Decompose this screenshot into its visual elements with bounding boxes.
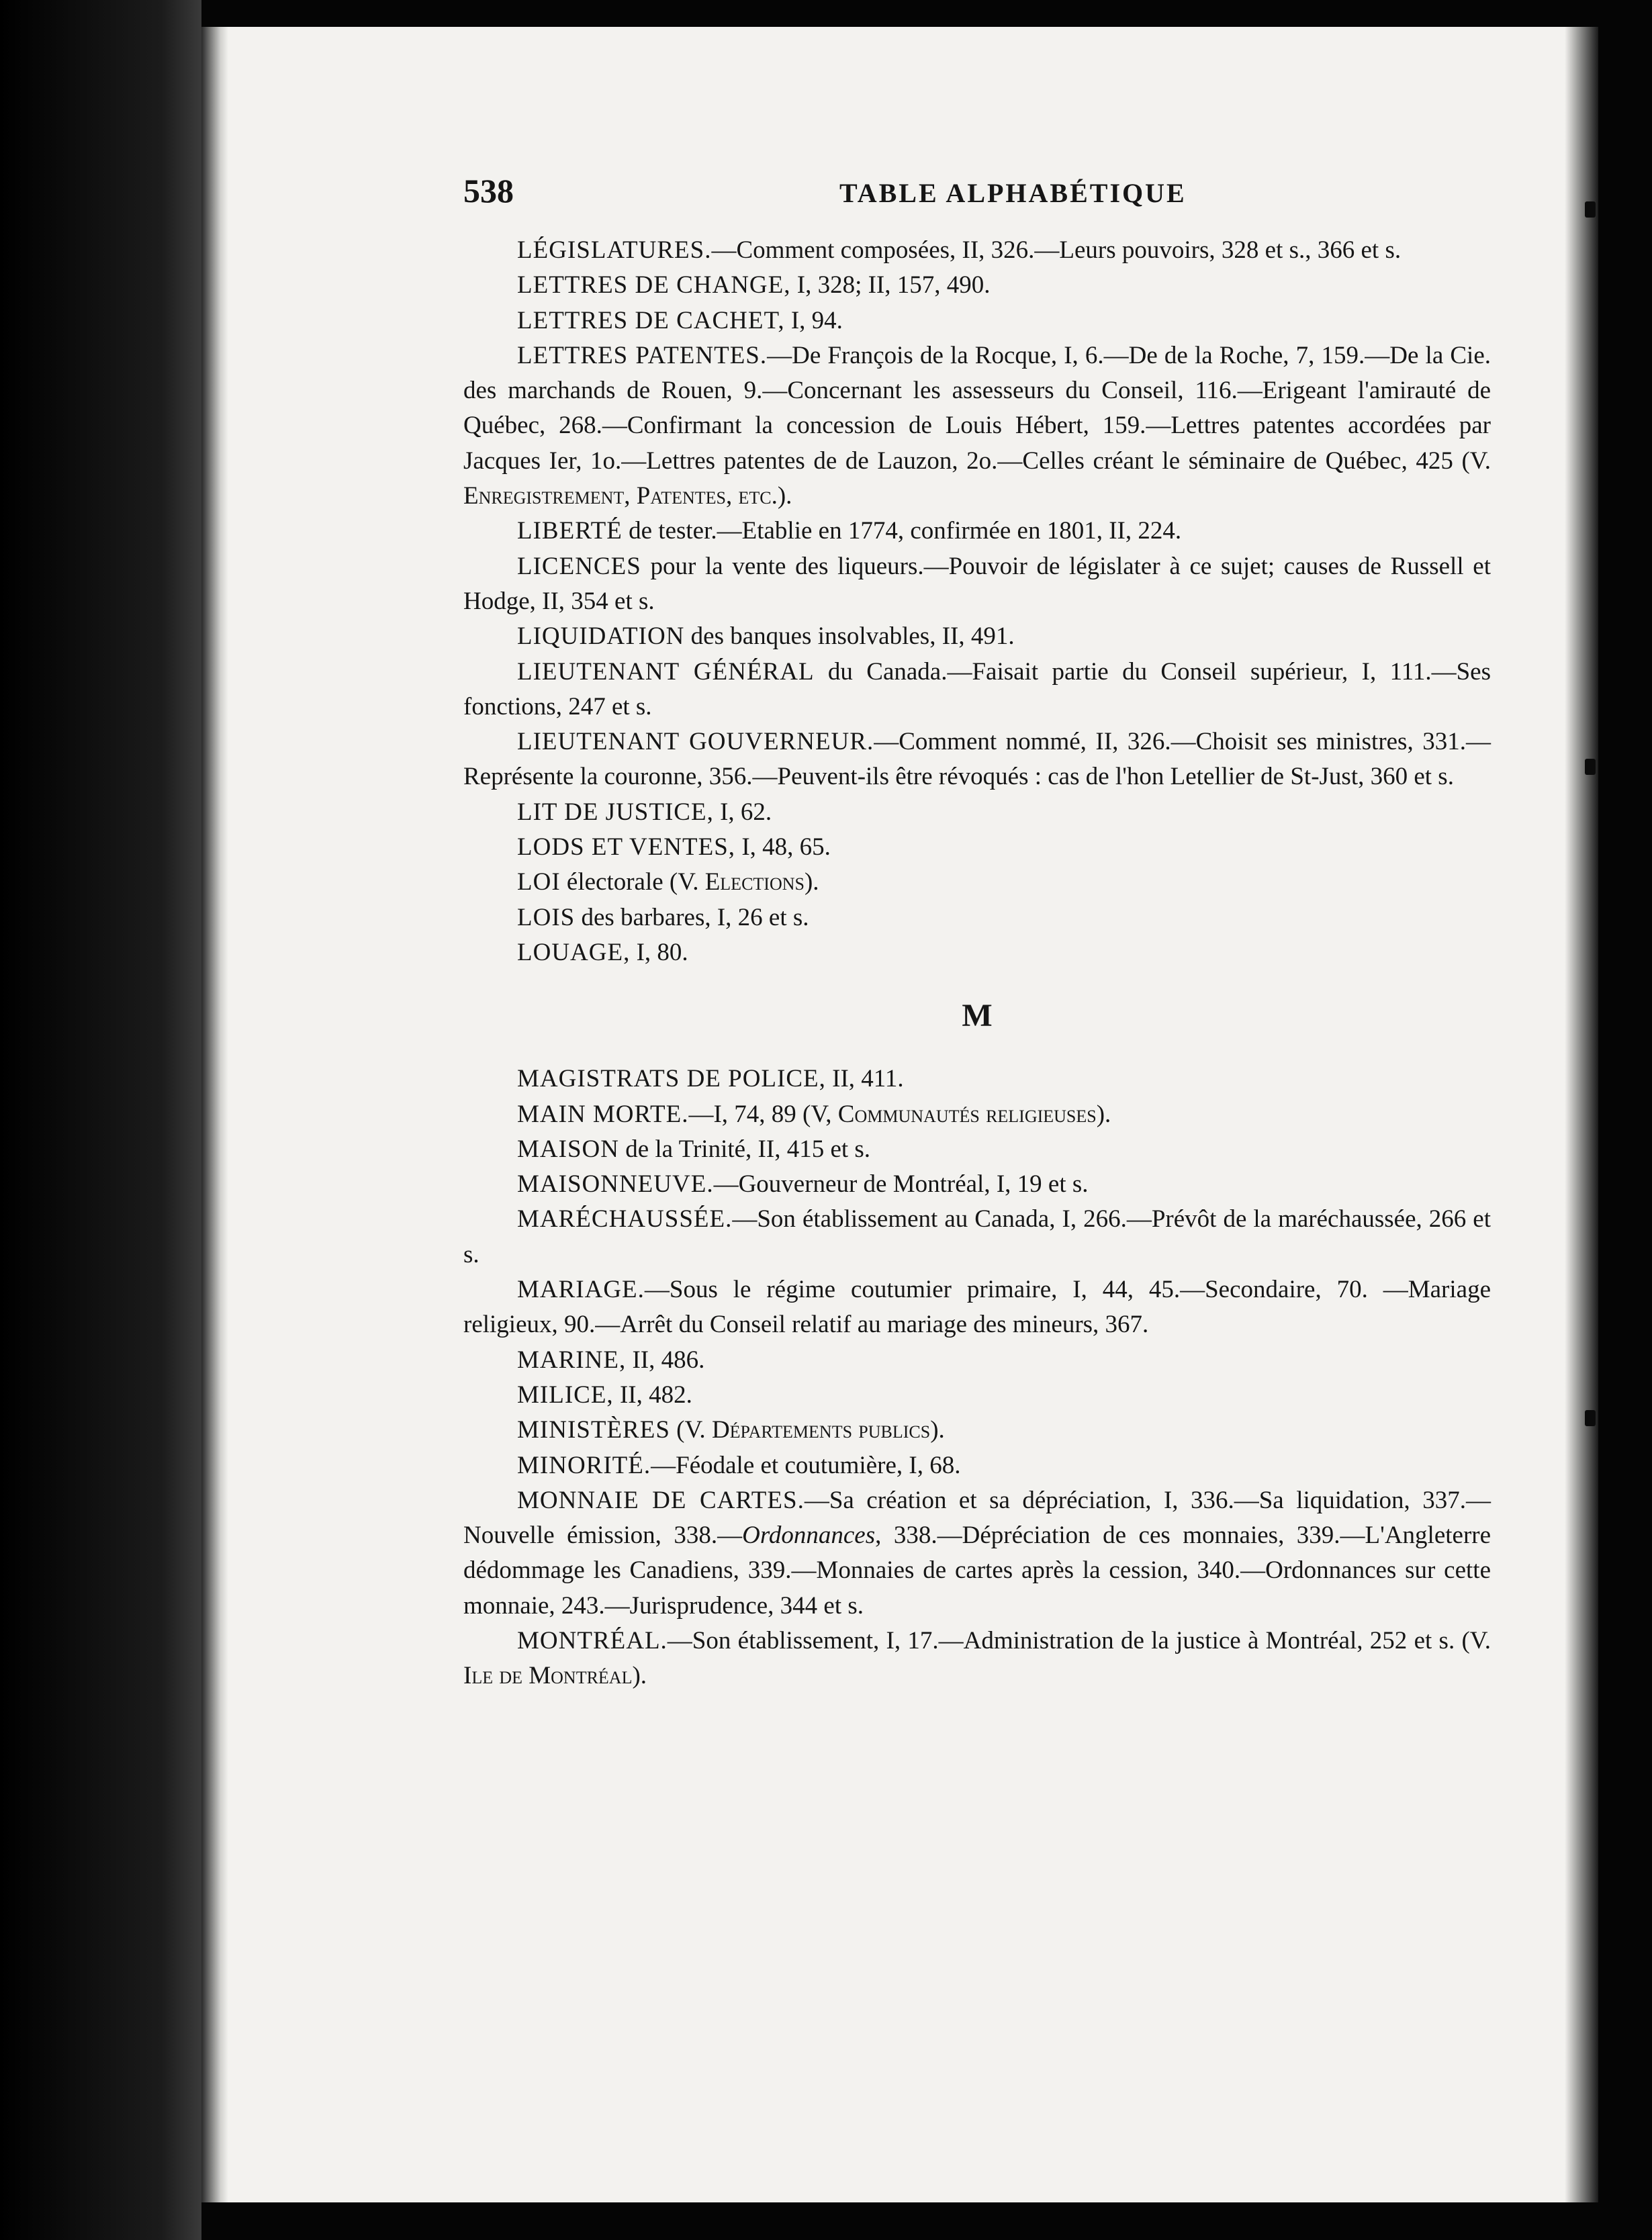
entry-text: I, 62.: [713, 798, 772, 826]
entry-heading: LICENCES: [517, 552, 641, 580]
index-entry: [463, 1167, 1491, 1202]
entry-cross-reference: Enregistrement, Patentes, etc.: [463, 482, 778, 510]
page-gutter-shadow: [201, 27, 228, 2202]
entry-text: pour la vente des liqueurs.—Pouvoir de législater à ce sujet; causes de Russell et Hodge, II, 354 et s.: [463, 552, 1491, 615]
index-entry: [463, 1272, 1491, 1343]
entry-text-end: ).: [1096, 1100, 1111, 1128]
entry-text-end: ).: [777, 482, 792, 510]
entry-heading: MARIAGE.: [517, 1276, 645, 1304]
page-content: [463, 171, 1491, 1694]
index-entry: [463, 233, 1491, 268]
entry-text: de tester.—Etablie en 1774, confirmée en 1801, II, 224.: [622, 517, 1182, 545]
index-entry: [463, 304, 1491, 338]
entry-text: —Comment nommé, II, 326.—Choisit ses ministres, 331.—Représente la couronne, 356.—Peuvent-ils être révoqués : cas de l'hon Letellier de St-Just, 360 et s.: [463, 728, 1491, 791]
entry-cross-reference: Communautés religieuses: [837, 1100, 1097, 1128]
entry-heading: MILICE,: [517, 1381, 614, 1409]
entry-heading: LIEUTENANT GOUVERNEUR.: [517, 728, 874, 756]
index-entry: [463, 1097, 1491, 1132]
entry-text: du Canada.—Faisait partie du Conseil supérieur, I, 111.—Ses fonctions, 247 et s.: [463, 657, 1491, 720]
entry-heading: MONNAIE DE CARTES.: [517, 1486, 805, 1514]
page-edge-mark: [1585, 201, 1596, 218]
entry-heading: LIBERTÉ: [517, 517, 623, 545]
entry-text: —Son établissement au Canada, I, 266.—Prévôt de la maréchaussée, 266 et s.: [463, 1205, 1491, 1268]
section-letter: M: [962, 998, 993, 1034]
index-entry: [463, 795, 1491, 830]
index-entries-m: [463, 1062, 1491, 1693]
entry-text: —Gouverneur de Montréal, I, 19 et s.: [713, 1170, 1089, 1199]
entry-italic: Ordonnances: [742, 1522, 876, 1550]
index-entry: [463, 514, 1491, 549]
entry-heading: MAISONNEUVE.: [517, 1170, 714, 1199]
index-entry: [463, 935, 1491, 970]
index-entry: [463, 549, 1491, 620]
entry-text: —Son établissement, I, 17.—Administration de la justice à Montréal, 252 et s. (V.: [667, 1626, 1491, 1654]
entry-heading: MAISON: [517, 1135, 619, 1163]
entry-heading: MINISTÈRES: [517, 1416, 670, 1444]
entry-text-end: ).: [804, 868, 819, 896]
entry-text: des barbares, I, 26 et s.: [575, 903, 809, 931]
entry-heading: LOI: [517, 868, 561, 896]
page-edge-mark: [1585, 1410, 1596, 1426]
entry-text: —Sous le régime coutumier primaire, I, 44, 45.—Secondaire, 70. —Mariage religieux, 90.—Arrêt du Conseil relatif au mariage des mineurs, 367.: [463, 1276, 1491, 1339]
entry-text-end: , 338.—Dépréciation de ces monnaies, 339.—L'Angleterre dédommage les Canadiens, 339.—Monnaies de cartes après la cession, 340.—Ordonnances sur cette monnaie, 243.—Jurisprudence, 344 et s.: [463, 1522, 1492, 1620]
entry-text: —I, 74, 89 (V,: [688, 1100, 838, 1128]
page-number: 538: [463, 172, 514, 209]
entry-text: I, 80.: [630, 938, 688, 966]
index-entry: [463, 655, 1491, 725]
entry-heading: MONTRÉAL.: [517, 1626, 668, 1654]
index-entry: [463, 1132, 1491, 1167]
entry-text: —Comment composées, II, 326.—Leurs pouvoirs, 328 et s., 366 et s.: [711, 236, 1402, 264]
entry-text: I, 48, 65.: [735, 833, 831, 861]
entry-text: des banques insolvables, II, 491.: [684, 622, 1015, 651]
entry-heading: LETTRES PATENTES.: [517, 341, 768, 369]
entry-text: —Féodale et coutumière, I, 68.: [651, 1451, 961, 1479]
entry-text: (V.: [670, 1416, 712, 1444]
entry-heading: MAGISTRATS DE POLICE,: [517, 1065, 826, 1093]
entry-text: —Sa création et sa dépréciation, I, 336.—Sa liquidation, 337.—Nouvelle émission, 338.—: [463, 1486, 1491, 1550]
scan-background: [0, 0, 201, 2240]
entry-heading: LETTRES DE CACHET,: [517, 306, 785, 334]
entry-text: I, 94.: [784, 306, 843, 334]
index-entry: [463, 338, 1491, 514]
entry-text-end: ).: [632, 1662, 647, 1690]
entry-heading: MARÉCHAUSSÉE.: [517, 1205, 733, 1233]
page-edge-shadow: [1565, 27, 1598, 2202]
index-entry: [463, 865, 1491, 900]
entry-heading: MARINE,: [517, 1346, 627, 1374]
index-entry: [463, 1413, 1491, 1448]
index-entry: [463, 725, 1491, 795]
index-entry: [463, 1202, 1491, 1272]
index-entry: [463, 900, 1491, 935]
running-head: TABLE ALPHABÉTIQUE: [839, 178, 1187, 208]
index-entry: [463, 1343, 1491, 1378]
index-entry: [463, 1483, 1491, 1624]
entry-text-end: ).: [930, 1416, 945, 1444]
entry-text: I, 328; II, 157, 490.: [790, 271, 991, 299]
entry-text: —De François de la Rocque, I, 6.—De de la Roche, 7, 159.—De la Cie. des marchands de Rouen, 9.—Concernant les assesseurs du Conseil, 116.—Erigeant l'amirauté de Québec, 268.—Confirmant la concession de Louis Hébert, 159.—Lettres patentes accordées par Jacques Ier, 1o.—Lettres patentes de de Lauzon, 2o.—Celles créant le séminaire de Québec, 425 (V.: [463, 341, 1491, 475]
entry-heading: LIQUIDATION: [517, 622, 685, 651]
entry-cross-reference: Elections: [704, 868, 805, 896]
index-entry: [463, 830, 1491, 865]
entry-heading: LIEUTENANT GÉNÉRAL: [517, 657, 815, 686]
entry-text: de la Trinité, II, 415 et s.: [618, 1135, 871, 1163]
entry-text: II, 411.: [825, 1065, 904, 1093]
entry-heading: LOIS: [517, 903, 576, 931]
index-entry: [463, 268, 1491, 303]
entry-heading: LIT DE JUSTICE,: [517, 798, 714, 826]
entry-heading: LÉGISLATURES.: [517, 236, 712, 264]
index-entry: [463, 1062, 1491, 1096]
entry-heading: LODS ET VENTES,: [517, 833, 736, 861]
index-entry: [463, 1624, 1491, 1694]
page-edge-mark: [1585, 759, 1596, 775]
entry-heading: MAIN MORTE.: [517, 1100, 689, 1128]
entry-heading: LETTRES DE CHANGE,: [517, 271, 791, 299]
index-entry: [463, 1378, 1491, 1413]
entry-text: électorale (V.: [560, 868, 705, 896]
page-header: [463, 171, 1491, 218]
index-entry: [463, 619, 1491, 654]
entry-heading: LOUAGE,: [517, 938, 631, 966]
entry-text: II, 482.: [613, 1381, 692, 1409]
index-entries-l: [463, 233, 1491, 970]
index-entry: [463, 1448, 1491, 1483]
entry-text: II, 486.: [626, 1346, 705, 1374]
entry-cross-reference: Ile de Montréal: [463, 1662, 633, 1690]
entry-cross-reference: Départements publics: [711, 1416, 931, 1444]
entry-heading: MINORITÉ.: [517, 1451, 651, 1479]
